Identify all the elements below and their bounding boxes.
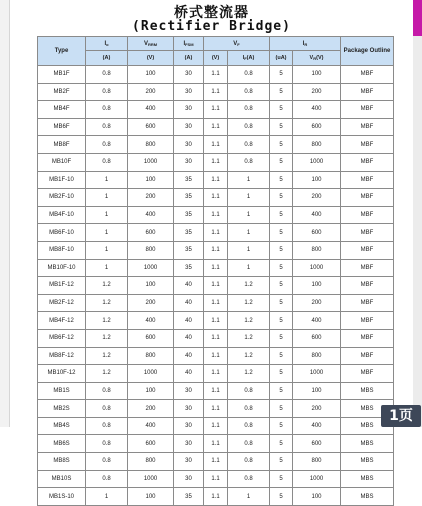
package-cell: MBF — [341, 277, 394, 295]
type-cell: MB1S — [38, 382, 86, 400]
table-row — [38, 294, 394, 312]
package-cell: MBS — [341, 488, 394, 506]
vrrm-cell: 1000 — [128, 365, 174, 383]
vrrm-cell: 200 — [128, 294, 174, 312]
package-cell: MBS — [341, 382, 394, 400]
ir-cell: 5 — [270, 470, 293, 488]
header-vf: $V_F$ — [204, 37, 270, 51]
ir-cell: 5 — [270, 453, 293, 471]
vrrm-cell: 1000 — [128, 470, 174, 488]
table-row — [38, 488, 394, 506]
vf-cell: 1.1 — [204, 347, 228, 365]
vf-cell: 1.1 — [204, 453, 228, 471]
vf-cell: 1.1 — [204, 83, 228, 101]
vr-cell: 200 — [293, 189, 341, 207]
ir-cell: 5 — [270, 171, 293, 189]
vrrm-cell: 1000 — [128, 153, 174, 171]
if-cell: 1 — [228, 171, 270, 189]
vf-cell: 1.1 — [204, 224, 228, 242]
vrrm-cell: 600 — [128, 329, 174, 347]
ir-cell: 5 — [270, 382, 293, 400]
vr-cell: 600 — [293, 435, 341, 453]
io-cell: 0.8 — [86, 400, 128, 418]
io-cell: 1 — [86, 259, 128, 277]
type-cell: MB2F-10 — [38, 189, 86, 207]
io-cell: 0.8 — [86, 66, 128, 84]
table-row — [38, 136, 394, 154]
table-row — [38, 66, 394, 84]
ifsm-cell: 40 — [174, 294, 204, 312]
type-cell: MB6F-12 — [38, 329, 86, 347]
type-cell: MB10S — [38, 470, 86, 488]
ifsm-cell: 35 — [174, 241, 204, 259]
vf-cell: 1.1 — [204, 153, 228, 171]
vrrm-cell: 400 — [128, 101, 174, 119]
ir-cell: 5 — [270, 417, 293, 435]
type-cell: MB1S-10 — [38, 488, 86, 506]
ifsm-cell: 40 — [174, 347, 204, 365]
if-cell: 1.2 — [228, 365, 270, 383]
if-cell: 1.2 — [228, 347, 270, 365]
vr-cell: 800 — [293, 241, 341, 259]
vrrm-cell: 800 — [128, 347, 174, 365]
vf-cell: 1.1 — [204, 171, 228, 189]
vr-cell: 400 — [293, 417, 341, 435]
ir-cell: 5 — [270, 189, 293, 207]
package-cell: MBS — [341, 435, 394, 453]
io-cell: 1.2 — [86, 277, 128, 295]
package-cell: MBF — [341, 101, 394, 119]
io-cell: 0.8 — [86, 101, 128, 119]
right-scrollbar[interactable] — [413, 0, 422, 427]
vrrm-cell: 800 — [128, 136, 174, 154]
vf-cell: 1.1 — [204, 277, 228, 295]
package-cell: MBF — [341, 136, 394, 154]
left-scroll-gutter — [0, 0, 10, 427]
header-ir: $I_R$ — [270, 37, 341, 51]
ir-cell: 5 — [270, 136, 293, 154]
header-vrrm: $V_{RRM}$ — [128, 37, 174, 51]
vf-cell: 1.1 — [204, 118, 228, 136]
package-cell: MBF — [341, 259, 394, 277]
vr-cell: 600 — [293, 329, 341, 347]
vr-cell: 100 — [293, 171, 341, 189]
vrrm-cell: 400 — [128, 417, 174, 435]
if-cell: 1.2 — [228, 329, 270, 347]
vrrm-cell: 400 — [128, 206, 174, 224]
if-cell: 0.8 — [228, 66, 270, 84]
vr-cell: 600 — [293, 118, 341, 136]
vrrm-cell: 800 — [128, 453, 174, 471]
vf-cell: 1.1 — [204, 400, 228, 418]
unit-io: (A) — [86, 51, 128, 66]
ir-cell: 5 — [270, 118, 293, 136]
unit-vf: (V) — [204, 51, 228, 66]
package-cell: MBF — [341, 329, 394, 347]
if-cell: 0.8 — [228, 400, 270, 418]
vf-cell: 1.1 — [204, 329, 228, 347]
ir-cell: 5 — [270, 329, 293, 347]
package-cell: MBS — [341, 453, 394, 471]
spec-table-body — [38, 66, 394, 506]
if-cell: 0.8 — [228, 417, 270, 435]
vf-cell: 1.1 — [204, 259, 228, 277]
ir-cell: 5 — [270, 83, 293, 101]
package-cell: MBF — [341, 241, 394, 259]
ir-cell: 5 — [270, 277, 293, 295]
ir-cell: 5 — [270, 488, 293, 506]
vf-cell: 1.1 — [204, 241, 228, 259]
vr-cell: 400 — [293, 312, 341, 330]
vr-cell: 200 — [293, 294, 341, 312]
io-cell: 0.8 — [86, 83, 128, 101]
ifsm-cell: 30 — [174, 417, 204, 435]
type-cell: MB10F-12 — [38, 365, 86, 383]
io-cell: 1 — [86, 206, 128, 224]
vr-cell: 800 — [293, 347, 341, 365]
vrrm-cell: 100 — [128, 488, 174, 506]
table-row — [38, 153, 394, 171]
package-cell: MBF — [341, 365, 394, 383]
vrrm-cell: 200 — [128, 189, 174, 207]
unit-if: $I_F(A)$ — [228, 51, 270, 66]
vrrm-cell: 400 — [128, 312, 174, 330]
vf-cell: 1.1 — [204, 382, 228, 400]
ir-cell: 5 — [270, 435, 293, 453]
vr-cell: 800 — [293, 136, 341, 154]
io-cell: 0.8 — [86, 382, 128, 400]
vf-cell: 1.1 — [204, 206, 228, 224]
vr-cell: 600 — [293, 224, 341, 242]
package-cell: MBF — [341, 153, 394, 171]
io-cell: 0.8 — [86, 470, 128, 488]
rectifier-spec-table — [37, 36, 394, 506]
io-cell: 0.8 — [86, 453, 128, 471]
type-cell: MB6F — [38, 118, 86, 136]
ir-cell: 5 — [270, 101, 293, 119]
table-row — [38, 347, 394, 365]
if-cell: 0.8 — [228, 101, 270, 119]
vrrm-cell: 600 — [128, 224, 174, 242]
type-cell: MB8F-10 — [38, 241, 86, 259]
table-row — [38, 83, 394, 101]
type-cell: MB8F — [38, 136, 86, 154]
title-chinese: 桥式整流器 — [174, 5, 249, 21]
vrrm-cell: 1000 — [128, 259, 174, 277]
package-cell: MBF — [341, 312, 394, 330]
if-cell: 0.8 — [228, 118, 270, 136]
type-cell: MB4S — [38, 417, 86, 435]
io-cell: 1.2 — [86, 312, 128, 330]
vr-cell: 400 — [293, 206, 341, 224]
package-cell: MBS — [341, 417, 394, 435]
package-cell: MBF — [341, 294, 394, 312]
vr-cell: 100 — [293, 277, 341, 295]
vf-cell: 1.1 — [204, 488, 228, 506]
ifsm-cell: 40 — [174, 277, 204, 295]
io-cell: 0.8 — [86, 118, 128, 136]
ir-cell: 5 — [270, 347, 293, 365]
vf-cell: 1.1 — [204, 101, 228, 119]
if-cell: 1 — [228, 241, 270, 259]
vr-cell: 1000 — [293, 365, 341, 383]
ir-cell: 5 — [270, 206, 293, 224]
type-cell: MB4F-10 — [38, 206, 86, 224]
package-cell: MBF — [341, 189, 394, 207]
vf-cell: 1.1 — [204, 470, 228, 488]
type-cell: MB6F-10 — [38, 224, 86, 242]
vrrm-cell: 600 — [128, 118, 174, 136]
table-row — [38, 382, 394, 400]
if-cell: 1 — [228, 189, 270, 207]
io-cell: 1 — [86, 488, 128, 506]
ifsm-cell: 40 — [174, 312, 204, 330]
type-cell: MB6S — [38, 435, 86, 453]
table-row — [38, 259, 394, 277]
scrollbar-accent — [413, 0, 422, 36]
type-cell: MB10F — [38, 153, 86, 171]
vf-cell: 1.1 — [204, 136, 228, 154]
vf-cell: 1.1 — [204, 312, 228, 330]
package-cell: MBS — [341, 470, 394, 488]
vf-cell: 1.1 — [204, 294, 228, 312]
type-cell: MB2F-12 — [38, 294, 86, 312]
table-row — [38, 400, 394, 418]
table-row — [38, 435, 394, 453]
type-cell: MB1F-10 — [38, 171, 86, 189]
table-row — [38, 206, 394, 224]
table-row — [38, 101, 394, 119]
package-cell: MBF — [341, 66, 394, 84]
table-row — [38, 453, 394, 471]
if-cell: 0.8 — [228, 382, 270, 400]
ifsm-cell: 30 — [174, 66, 204, 84]
header-ifsm: $I_{FSM}$ — [174, 37, 204, 51]
ir-cell: 5 — [270, 312, 293, 330]
table-row — [38, 224, 394, 242]
unit-vr: $V_R(V)$ — [293, 51, 341, 66]
vr-cell: 1000 — [293, 259, 341, 277]
ifsm-cell: 35 — [174, 259, 204, 277]
vf-cell: 1.1 — [204, 435, 228, 453]
unit-ir: (uA) — [270, 51, 293, 66]
table-row — [38, 365, 394, 383]
if-cell: 1.2 — [228, 294, 270, 312]
ifsm-cell: 30 — [174, 453, 204, 471]
type-cell: MB8F-12 — [38, 347, 86, 365]
vrrm-cell: 600 — [128, 435, 174, 453]
ir-cell: 5 — [270, 224, 293, 242]
vr-cell: 1000 — [293, 153, 341, 171]
table-row — [38, 241, 394, 259]
if-cell: 1.2 — [228, 277, 270, 295]
io-cell: 1.2 — [86, 347, 128, 365]
vr-cell: 100 — [293, 488, 341, 506]
ir-cell: 5 — [270, 294, 293, 312]
vrrm-cell: 200 — [128, 400, 174, 418]
vrrm-cell: 100 — [128, 171, 174, 189]
ifsm-cell: 30 — [174, 470, 204, 488]
if-cell: 0.8 — [228, 153, 270, 171]
ifsm-cell: 35 — [174, 206, 204, 224]
ifsm-cell: 30 — [174, 153, 204, 171]
package-cell: MBF — [341, 118, 394, 136]
header-io: $I_o$ — [86, 37, 128, 51]
page-indicator-badge[interactable]: 1页 — [381, 405, 421, 427]
ir-cell: 5 — [270, 66, 293, 84]
table-row — [38, 277, 394, 295]
package-cell: MBF — [341, 206, 394, 224]
io-cell: 1.2 — [86, 329, 128, 347]
vr-cell: 100 — [293, 66, 341, 84]
if-cell: 1 — [228, 259, 270, 277]
io-cell: 0.8 — [86, 153, 128, 171]
type-cell: MB1F-12 — [38, 277, 86, 295]
if-cell: 1 — [228, 224, 270, 242]
table-row — [38, 118, 394, 136]
io-cell: 0.8 — [86, 417, 128, 435]
ifsm-cell: 35 — [174, 171, 204, 189]
ifsm-cell: 30 — [174, 118, 204, 136]
io-cell: 1 — [86, 224, 128, 242]
type-cell: MB8S — [38, 453, 86, 471]
if-cell: 1 — [228, 206, 270, 224]
ifsm-cell: 30 — [174, 101, 204, 119]
vf-cell: 1.1 — [204, 417, 228, 435]
table-row — [38, 329, 394, 347]
type-cell: MB10F-10 — [38, 259, 86, 277]
package-cell: MBF — [341, 171, 394, 189]
ifsm-cell: 40 — [174, 329, 204, 347]
ir-cell: 5 — [270, 400, 293, 418]
vr-cell: 1000 — [293, 470, 341, 488]
table-row — [38, 470, 394, 488]
io-cell: 0.8 — [86, 136, 128, 154]
vr-cell: 200 — [293, 400, 341, 418]
ifsm-cell: 30 — [174, 400, 204, 418]
if-cell: 0.8 — [228, 470, 270, 488]
vrrm-cell: 100 — [128, 66, 174, 84]
ir-cell: 5 — [270, 365, 293, 383]
if-cell: 0.8 — [228, 435, 270, 453]
table-row — [38, 171, 394, 189]
table-row — [38, 312, 394, 330]
package-cell: MBF — [341, 83, 394, 101]
io-cell: 0.8 — [86, 435, 128, 453]
table-row — [38, 417, 394, 435]
io-cell: 1.2 — [86, 294, 128, 312]
io-cell: 1 — [86, 189, 128, 207]
ifsm-cell: 30 — [174, 382, 204, 400]
vf-cell: 1.1 — [204, 365, 228, 383]
io-cell: 1 — [86, 171, 128, 189]
package-cell: MBF — [341, 224, 394, 242]
ifsm-cell: 35 — [174, 488, 204, 506]
ir-cell: 5 — [270, 259, 293, 277]
vf-cell: 1.1 — [204, 189, 228, 207]
header-package: Package Outline — [341, 37, 394, 66]
title-english: (Rectifier Bridge) — [132, 19, 291, 34]
vrrm-cell: 200 — [128, 83, 174, 101]
type-cell: MB1F — [38, 66, 86, 84]
ifsm-cell: 35 — [174, 189, 204, 207]
ifsm-cell: 40 — [174, 365, 204, 383]
if-cell: 0.8 — [228, 453, 270, 471]
if-cell: 0.8 — [228, 136, 270, 154]
ifsm-cell: 35 — [174, 224, 204, 242]
type-cell: MB2S — [38, 400, 86, 418]
header-type: Type — [38, 37, 86, 66]
unit-vrrm: (V) — [128, 51, 174, 66]
io-cell: 1 — [86, 241, 128, 259]
package-cell: MBS — [341, 400, 394, 418]
document-page — [10, 0, 413, 500]
vrrm-cell: 800 — [128, 241, 174, 259]
vr-cell: 800 — [293, 453, 341, 471]
vrrm-cell: 100 — [128, 382, 174, 400]
if-cell: 0.8 — [228, 83, 270, 101]
type-cell: MB4F — [38, 101, 86, 119]
ifsm-cell: 30 — [174, 83, 204, 101]
vr-cell: 200 — [293, 83, 341, 101]
type-cell: MB2F — [38, 83, 86, 101]
ir-cell: 5 — [270, 153, 293, 171]
ifsm-cell: 30 — [174, 136, 204, 154]
if-cell: 1.2 — [228, 312, 270, 330]
type-cell: MB4F-12 — [38, 312, 86, 330]
if-cell: 1 — [228, 488, 270, 506]
ir-cell: 5 — [270, 241, 293, 259]
vf-cell: 1.1 — [204, 66, 228, 84]
package-cell: MBF — [341, 347, 394, 365]
vr-cell: 100 — [293, 382, 341, 400]
io-cell: 1.2 — [86, 365, 128, 383]
unit-ifsm: (A) — [174, 51, 204, 66]
vr-cell: 400 — [293, 101, 341, 119]
table-row — [38, 189, 394, 207]
vrrm-cell: 100 — [128, 277, 174, 295]
ifsm-cell: 30 — [174, 435, 204, 453]
